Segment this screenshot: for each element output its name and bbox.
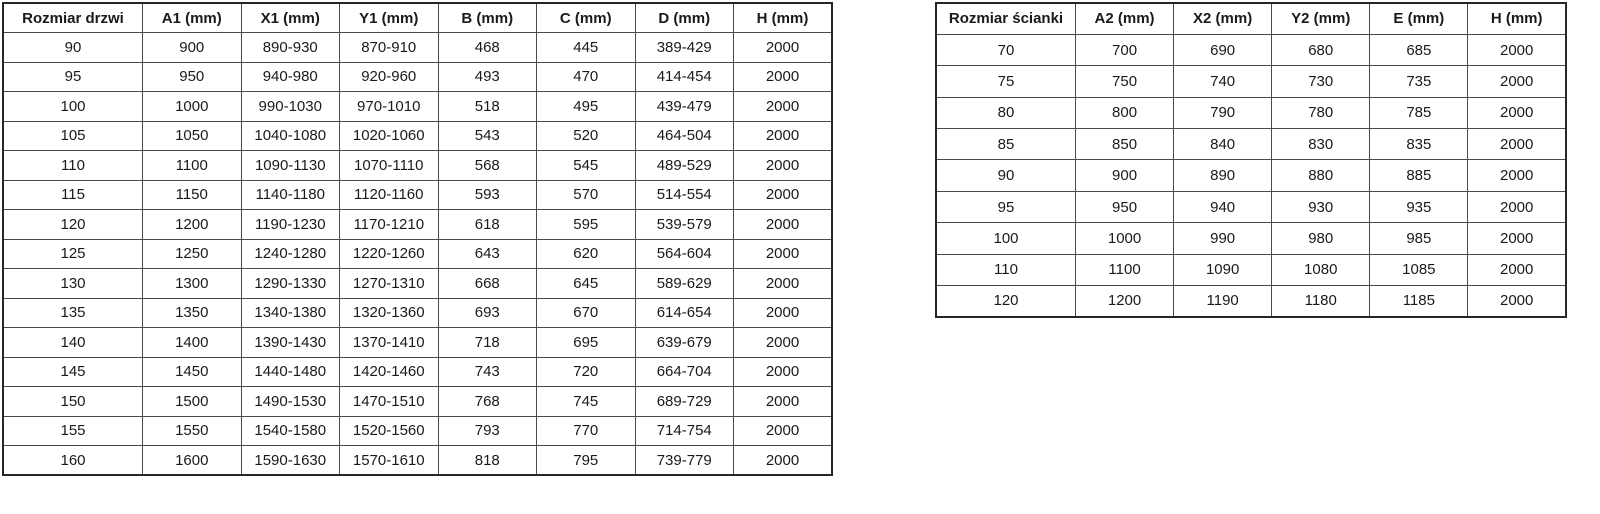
table-cell: 100 — [936, 223, 1076, 254]
door-sizes-table — [2, 2, 833, 476]
table-cell: 1250 — [143, 239, 242, 269]
table-cell: 110 — [936, 254, 1076, 285]
table-cell: 2000 — [734, 151, 833, 181]
table-cell: 140 — [3, 328, 143, 358]
table-cell: 564-604 — [635, 239, 734, 269]
table-cell: 680 — [1272, 34, 1370, 65]
table-cell: 1190-1230 — [241, 210, 340, 240]
table-cell: 2000 — [734, 180, 833, 210]
table-cell: 1070-1110 — [340, 151, 439, 181]
table-cell: 1270-1310 — [340, 269, 439, 299]
table-cell: 980 — [1272, 223, 1370, 254]
table-cell: 470 — [537, 62, 636, 92]
table-cell: 595 — [537, 210, 636, 240]
table-cell: 100 — [3, 92, 143, 122]
table-cell: 714-754 — [635, 416, 734, 446]
table-row — [3, 416, 832, 446]
column-header: Rozmiar ścianki — [936, 3, 1076, 34]
table-cell: 685 — [1370, 34, 1468, 65]
table-cell: 880 — [1272, 160, 1370, 191]
column-header: A2 (mm) — [1076, 3, 1174, 34]
table-cell: 818 — [438, 446, 537, 476]
table-cell: 695 — [537, 328, 636, 358]
table-cell: 1180 — [1272, 286, 1370, 317]
table-cell: 870-910 — [340, 33, 439, 63]
column-header: H (mm) — [1468, 3, 1566, 34]
table-cell: 930 — [1272, 191, 1370, 222]
table-cell: 2000 — [734, 92, 833, 122]
table-row — [936, 286, 1566, 317]
table-cell: 1000 — [1076, 223, 1174, 254]
table-cell: 940 — [1174, 191, 1272, 222]
table-cell: 120 — [3, 210, 143, 240]
table-cell: 730 — [1272, 66, 1370, 97]
table-cell: 885 — [1370, 160, 1468, 191]
table-cell: 668 — [438, 269, 537, 299]
table-cell: 618 — [438, 210, 537, 240]
table-cell: 1420-1460 — [340, 357, 439, 387]
table-cell: 468 — [438, 33, 537, 63]
wall-sizes-table — [935, 2, 1567, 318]
table-cell: 2000 — [1468, 66, 1566, 97]
table-row — [3, 180, 832, 210]
table-cell: 793 — [438, 416, 537, 446]
table-cell: 1140-1180 — [241, 180, 340, 210]
table-row — [3, 269, 832, 299]
table-cell: 1440-1480 — [241, 357, 340, 387]
table-cell: 1550 — [143, 416, 242, 446]
column-header: X1 (mm) — [241, 3, 340, 33]
table-cell: 2000 — [734, 416, 833, 446]
table-cell: 489-529 — [635, 151, 734, 181]
table-row — [936, 34, 1566, 65]
table-cell: 1190 — [1174, 286, 1272, 317]
table-cell: 1470-1510 — [340, 387, 439, 417]
header-row — [3, 3, 832, 33]
table-cell: 2000 — [1468, 191, 1566, 222]
column-header: Y2 (mm) — [1272, 3, 1370, 34]
table-cell: 664-704 — [635, 357, 734, 387]
table-cell: 2000 — [734, 298, 833, 328]
column-header: C (mm) — [537, 3, 636, 33]
table-cell: 693 — [438, 298, 537, 328]
column-header: H (mm) — [734, 3, 833, 33]
header-row — [936, 3, 1566, 34]
table-cell: 160 — [3, 446, 143, 476]
table-cell: 1050 — [143, 121, 242, 151]
table-cell: 1590-1630 — [241, 446, 340, 476]
table-cell: 1340-1380 — [241, 298, 340, 328]
table-cell: 514-554 — [635, 180, 734, 210]
table-row — [936, 223, 1566, 254]
table-cell: 743 — [438, 357, 537, 387]
table-cell: 130 — [3, 269, 143, 299]
table-cell: 950 — [143, 62, 242, 92]
column-header: Rozmiar drzwi — [3, 3, 143, 33]
table-cell: 735 — [1370, 66, 1468, 97]
table-cell: 543 — [438, 121, 537, 151]
table-cell: 670 — [537, 298, 636, 328]
table-row — [936, 129, 1566, 160]
table-cell: 2000 — [734, 269, 833, 299]
table-cell: 768 — [438, 387, 537, 417]
table-cell: 1370-1410 — [340, 328, 439, 358]
table-cell: 614-654 — [635, 298, 734, 328]
table-cell: 389-429 — [635, 33, 734, 63]
table-cell: 2000 — [734, 328, 833, 358]
table-cell: 2000 — [1468, 286, 1566, 317]
table-cell: 145 — [3, 357, 143, 387]
table-cell: 720 — [537, 357, 636, 387]
table-cell: 589-629 — [635, 269, 734, 299]
table-cell: 2000 — [734, 33, 833, 63]
table-cell: 539-579 — [635, 210, 734, 240]
table-cell: 1090 — [1174, 254, 1272, 285]
table-cell: 493 — [438, 62, 537, 92]
table-cell: 120 — [936, 286, 1076, 317]
table-cell: 439-479 — [635, 92, 734, 122]
table-cell: 1200 — [143, 210, 242, 240]
table-cell: 1100 — [1076, 254, 1174, 285]
table-row — [3, 446, 832, 476]
table-cell: 1085 — [1370, 254, 1468, 285]
table-cell: 785 — [1370, 97, 1468, 128]
table-cell: 890 — [1174, 160, 1272, 191]
table-cell: 464-504 — [635, 121, 734, 151]
table-cell: 1500 — [143, 387, 242, 417]
table-cell: 643 — [438, 239, 537, 269]
table-cell: 70 — [936, 34, 1076, 65]
table-cell: 1080 — [1272, 254, 1370, 285]
table-row — [3, 62, 832, 92]
table-cell: 2000 — [1468, 223, 1566, 254]
table-cell: 2000 — [734, 446, 833, 476]
table-cell: 2000 — [1468, 97, 1566, 128]
table-row — [936, 66, 1566, 97]
table-cell: 900 — [1076, 160, 1174, 191]
table-cell: 740 — [1174, 66, 1272, 97]
table-cell: 1185 — [1370, 286, 1468, 317]
table-cell: 2000 — [734, 62, 833, 92]
table-cell: 593 — [438, 180, 537, 210]
table-cell: 1100 — [143, 151, 242, 181]
table-row — [3, 151, 832, 181]
table-cell: 115 — [3, 180, 143, 210]
table-row — [3, 387, 832, 417]
table-cell: 495 — [537, 92, 636, 122]
table-cell: 990 — [1174, 223, 1272, 254]
table-cell: 85 — [936, 129, 1076, 160]
table-cell: 1090-1130 — [241, 151, 340, 181]
table-cell: 90 — [936, 160, 1076, 191]
table-cell: 135 — [3, 298, 143, 328]
table-cell: 570 — [537, 180, 636, 210]
table-cell: 1120-1160 — [340, 180, 439, 210]
table-cell: 2000 — [734, 239, 833, 269]
table-cell: 750 — [1076, 66, 1174, 97]
table-cell: 2000 — [734, 210, 833, 240]
table-cell: 568 — [438, 151, 537, 181]
table-cell: 1570-1610 — [340, 446, 439, 476]
table-cell: 940-980 — [241, 62, 340, 92]
table-cell: 414-454 — [635, 62, 734, 92]
table-cell: 850 — [1076, 129, 1174, 160]
table-cell: 80 — [936, 97, 1076, 128]
table-cell: 1040-1080 — [241, 121, 340, 151]
table-cell: 835 — [1370, 129, 1468, 160]
table-row — [3, 357, 832, 387]
table-row — [3, 298, 832, 328]
table-cell: 795 — [537, 446, 636, 476]
table-cell: 890-930 — [241, 33, 340, 63]
table-row — [936, 191, 1566, 222]
table-cell: 1150 — [143, 180, 242, 210]
table-cell: 645 — [537, 269, 636, 299]
table-cell: 2000 — [734, 387, 833, 417]
table-row — [3, 239, 832, 269]
table-cell: 780 — [1272, 97, 1370, 128]
table-row — [3, 92, 832, 122]
column-header: D (mm) — [635, 3, 734, 33]
table-cell: 639-679 — [635, 328, 734, 358]
table-cell: 1400 — [143, 328, 242, 358]
table-cell: 985 — [1370, 223, 1468, 254]
column-header: E (mm) — [1370, 3, 1468, 34]
table-row — [936, 160, 1566, 191]
table-cell: 700 — [1076, 34, 1174, 65]
table-cell: 2000 — [734, 357, 833, 387]
table-row — [936, 97, 1566, 128]
table-cell: 1200 — [1076, 286, 1174, 317]
table-cell: 90 — [3, 33, 143, 63]
column-header: X2 (mm) — [1174, 3, 1272, 34]
table-cell: 110 — [3, 151, 143, 181]
table-cell: 840 — [1174, 129, 1272, 160]
table-cell: 689-729 — [635, 387, 734, 417]
table-row — [3, 328, 832, 358]
table-cell: 1220-1260 — [340, 239, 439, 269]
table-cell: 155 — [3, 416, 143, 446]
table-cell: 950 — [1076, 191, 1174, 222]
column-header: A1 (mm) — [143, 3, 242, 33]
table-row — [936, 254, 1566, 285]
table-cell: 95 — [3, 62, 143, 92]
table-cell: 545 — [537, 151, 636, 181]
table-cell: 2000 — [1468, 129, 1566, 160]
table-row — [3, 210, 832, 240]
column-header: B (mm) — [438, 3, 537, 33]
table-cell: 935 — [1370, 191, 1468, 222]
table-cell: 690 — [1174, 34, 1272, 65]
table-cell: 75 — [936, 66, 1076, 97]
table-cell: 1020-1060 — [340, 121, 439, 151]
table-cell: 718 — [438, 328, 537, 358]
table-cell: 1450 — [143, 357, 242, 387]
table-cell: 150 — [3, 387, 143, 417]
table-cell: 1000 — [143, 92, 242, 122]
table-cell: 1520-1560 — [340, 416, 439, 446]
table-cell: 1600 — [143, 446, 242, 476]
table-row — [3, 33, 832, 63]
table-cell: 830 — [1272, 129, 1370, 160]
table-cell: 1300 — [143, 269, 242, 299]
table-cell: 790 — [1174, 97, 1272, 128]
table-cell: 800 — [1076, 97, 1174, 128]
table-cell: 2000 — [734, 121, 833, 151]
table-cell: 2000 — [1468, 160, 1566, 191]
table-cell: 1170-1210 — [340, 210, 439, 240]
table-cell: 739-779 — [635, 446, 734, 476]
table-cell: 900 — [143, 33, 242, 63]
table-cell: 445 — [537, 33, 636, 63]
table-cell: 2000 — [1468, 254, 1566, 285]
table-cell: 920-960 — [340, 62, 439, 92]
table-cell: 1540-1580 — [241, 416, 340, 446]
table-cell: 990-1030 — [241, 92, 340, 122]
table-cell: 1290-1330 — [241, 269, 340, 299]
table-cell: 770 — [537, 416, 636, 446]
table-cell: 1490-1530 — [241, 387, 340, 417]
table-row — [3, 121, 832, 151]
table-cell: 1320-1360 — [340, 298, 439, 328]
table-cell: 1240-1280 — [241, 239, 340, 269]
table-cell: 1350 — [143, 298, 242, 328]
table-cell: 125 — [3, 239, 143, 269]
table-cell: 2000 — [1468, 34, 1566, 65]
table-cell: 620 — [537, 239, 636, 269]
table-cell: 970-1010 — [340, 92, 439, 122]
table-cell: 518 — [438, 92, 537, 122]
table-cell: 520 — [537, 121, 636, 151]
table-cell: 95 — [936, 191, 1076, 222]
column-header: Y1 (mm) — [340, 3, 439, 33]
table-cell: 1390-1430 — [241, 328, 340, 358]
table-cell: 105 — [3, 121, 143, 151]
table-cell: 745 — [537, 387, 636, 417]
